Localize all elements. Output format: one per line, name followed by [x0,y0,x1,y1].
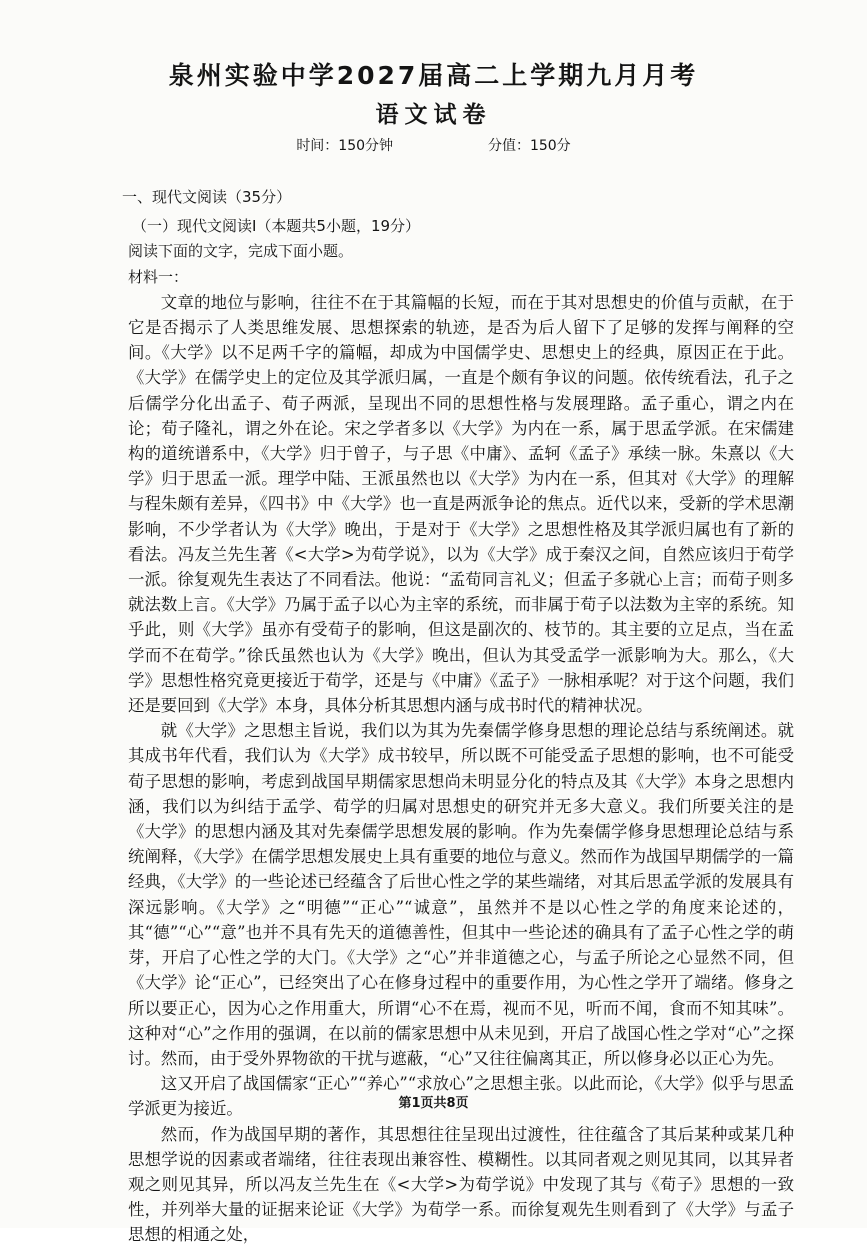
paragraph-2: 就《大学》之思想主旨说，我们以为其为先秦儒学修身思想的理论总结与系统阐述。就其成书年代看，我们认为《大学》成书较早，所以既不可能受孟子思想的影响，也不可能受荀子思想的影响，考虑到战国早期儒家思想尚未明显分化的特点及其《大学》本身之思想内涵，我们以为纠结于孟学、荀学的归属对思想史的研究并无多大意义。我们所要关注的是《大学》的思想内涵及其对先秦儒学思想发展的影响。作为先秦儒学修身思想理论总结与系统阐释，《大学》在儒学思想发展史上具有重要的地位与意义。然而作为战国早期儒学的一篇经典，《大学》的一些论述已经蕴含了后世心性之学的某些端绪，对其后思孟学派的发展具有深远影响。《大学》之“明德”“正心”“诚意”，虽然并不是以心性之学的角度来论述的，其“德”“心”“意”也并不具有先天的道德善性，但其中一些论述的确具有了孟子心性之学的萌芽，开启了心性之学的大门。《大学》之“心”并非道德之心，与孟子所论之心显然不同，但《大学》论“正心”，已经突出了心在修身过程中的重要作用，为心性之学开了端绪。修身之所以要正心，因为心之作用重大，所谓“心不在焉，视而不见，听而不闻，食而不知其味”。这种对“心”之作用的强调，在以前的儒家思想中从未见到，开启了战国心性之学对“心”之探讨。然而，由于受外界物欲的干扰与遮蔽，“心”又往往偏离其正，所以修身必以正心为先。 [128,721,794,1068]
exam-score: 分值：150分 [487,138,571,154]
exam-meta [0,135,867,155]
paragraph-1: 文章的地位与影响，往往不在于其篇幅的长短，而在于其对思想史的价值与贡献，在于它是否揭示了人类思维发展、思想探索的轨迹，是否为后人留下了足够的发挥与阐释的空间。《大学》以不足两千字的篇幅，却成为中国儒学史、思想史上的经典，原因正在于此。《大学》在儒学史上的定位及其学派归属，一直是个颇有争议的问题。依传统看法，孔子之后儒学分化出孟子、荀子两派，呈现出不同的思想性格与发展理路。孟子重心，谓之内在论；荀子隆礼，谓之外在论。宋之学者多以《大学》为内在一系，属于思孟学派。在宋儒建构的道统谱系中，《大学》归于曾子，与子思《中庸》、孟轲《孟子》承续一脉。朱熹以《大学》归于思孟一派。理学中陆、王派虽然也以《大学》为内在一系，但其对《大学》的理解与程朱颇有差异，《四书》中《大学》也一直是两派争论的焦点。近代以来，受新的学术思潮影响，不少学者认为《大学》晚出，于是对于《大学》之思想性格及其学派归属也有了新的看法。冯友兰先生著《<大学>为荀学说》，以为《大学》成于秦汉之间，自然应该归于荀学一派。徐复观先生表达了不同看法。他说：“孟荀同言礼义；但孟子多就心上言；而荀子则多就法数上言。《大学》乃属于孟子以心为主宰的系统，而非属于荀子以法数为主宰的系统。知乎此，则《大学》虽亦有受荀子的影响，但这是副次的、枝节的。其主要的立足点，当在孟学而不在荀学。”徐氏虽然也认为《大学》晚出，但认为其受孟学一派影响为大。那么，《大学》思想性格究竟更接近于荀学，还是与《中庸》《孟子》一脉相承呢？对于这个问题，我们还是要回到《大学》本身，具体分析其思想内涵与成书时代的精神状况。 [128,292,794,716]
reading-content [122,185,794,1248]
paragraph-4: 然而，作为战国早期的著作，其思想往往呈现出过渡性，往往蕴含了其后某种或某几种思想学说的因素或者端绪，往往表现出兼容性、模糊性。以其同者观之则见其同，以其异者观之则见其异，所以冯友兰先生在《<大学>为荀学说》中发现了其与《荀子》思想的一致性，并列举大量的证据来论证《大学》为荀学一系。而徐复观先生则看到了《大学》与孟子思想的相通之处， [128,1124,794,1245]
exam-title: 泉州实验中学2027届高二上学期九月月考 [168,61,699,90]
section-heading: 一、现代文阅读（35分） [122,188,292,206]
exam-time: 时间：150分钟 [296,138,394,154]
material-label: 材料一： [128,267,189,286]
section-subheading: （一）现代文阅读Ⅰ（本题共5小题，19分） [132,217,421,236]
page-number: 第1页共8页 [398,1096,469,1111]
exam-subtitle: 语文试卷 [375,102,492,128]
paragraph-3: 这又开启了战国儒家“正心”“养心”“求放心”之思想主张。以此而论，《大学》似乎与思孟学派更为接近。 [128,1074,794,1119]
instruction-text: 阅读下面的文字，完成下面小题。 [128,242,354,261]
